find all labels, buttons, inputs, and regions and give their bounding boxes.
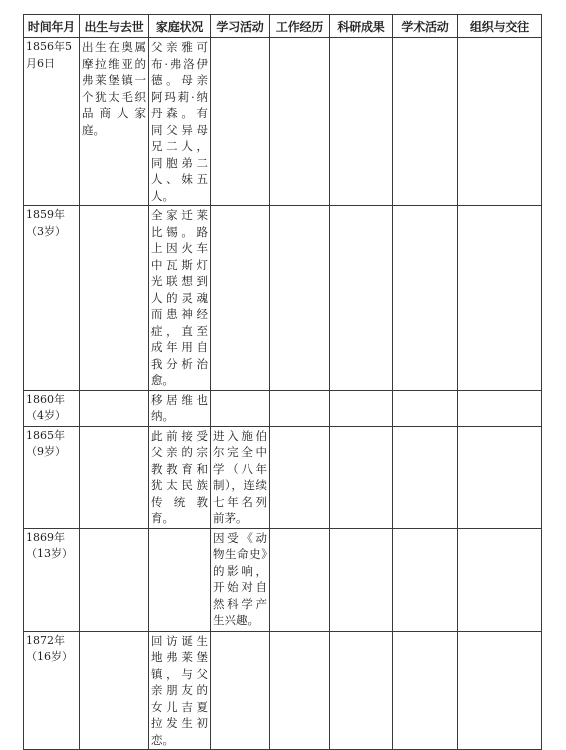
header-work: 工作经历	[270, 15, 330, 38]
cell-birth-death: 出生在奥属摩拉维亚的弗莱堡镇一个犹太毛织品商人家庭。	[80, 38, 149, 206]
cell-research	[330, 426, 393, 528]
table-row	[24, 528, 542, 631]
table-row	[24, 631, 542, 750]
header-organization: 组织与交往	[458, 15, 542, 38]
cell-research	[330, 528, 393, 631]
cell-academic	[393, 38, 458, 206]
cell-organization	[458, 528, 542, 631]
cell-birth-death	[80, 426, 149, 528]
cell-family: 全家迁莱比锡。路上因火车中瓦斯灯光联想到人的灵魂而患神经症，直至成年用自我分析治愈。	[149, 206, 211, 391]
header-study: 学习活动	[211, 15, 270, 38]
cell-birth-death	[80, 631, 149, 750]
table-row	[24, 426, 542, 528]
header-family: 家庭状况	[149, 15, 211, 38]
cell-academic	[393, 206, 458, 391]
cell-academic	[393, 390, 458, 426]
cell-study	[211, 206, 270, 391]
cell-family: 父亲雅可布·弗洛伊德。母亲阿玛莉·纳丹森。有同父异母兄二人，同胞弟二人、妹五人。	[149, 38, 211, 206]
cell-birth-death	[80, 390, 149, 426]
cell-family: 回访诞生地弗莱堡镇，与父亲朋友的女儿吉夏拉发生初恋。	[149, 631, 211, 750]
cell-academic	[393, 426, 458, 528]
cell-birth-death	[80, 528, 149, 631]
cell-family: 移居维也纳。	[149, 390, 211, 426]
cell-date: 1872年（16岁）	[24, 631, 80, 750]
table-row	[24, 206, 542, 391]
cell-birth-death	[80, 206, 149, 391]
cell-organization	[458, 631, 542, 750]
cell-research	[330, 631, 393, 750]
cell-organization	[458, 206, 542, 391]
cell-date: 1859年（3岁）	[24, 206, 80, 391]
cell-family	[149, 528, 211, 631]
cell-study	[211, 631, 270, 750]
header-birth-death: 出生与去世	[80, 15, 149, 38]
header-row	[24, 15, 542, 38]
cell-work	[270, 390, 330, 426]
cell-work	[270, 206, 330, 391]
cell-date: 1860年（4岁）	[24, 390, 80, 426]
header-date: 时间年月	[24, 15, 80, 38]
cell-research	[330, 206, 393, 391]
cell-organization	[458, 426, 542, 528]
cell-study: 因受《动物生命史》的影响，开始对自然科学产生兴趣。	[211, 528, 270, 631]
table-row	[24, 38, 542, 206]
cell-study: 进入施伯尔完全中学（八年制），连续七年名列前茅。	[211, 426, 270, 528]
cell-date: 1869年（13岁）	[24, 528, 80, 631]
cell-date: 1865年（9岁）	[24, 426, 80, 528]
header-academic: 学术活动	[393, 15, 458, 38]
cell-family: 此前接受父亲的宗教教育和犹太民族传统教育。	[149, 426, 211, 528]
cell-organization	[458, 38, 542, 206]
cell-study	[211, 38, 270, 206]
cell-academic	[393, 528, 458, 631]
cell-research	[330, 390, 393, 426]
table-row	[24, 390, 542, 426]
cell-work	[270, 631, 330, 750]
cell-date: 1856年5月6日	[24, 38, 80, 206]
header-research: 科研成果	[330, 15, 393, 38]
cell-research	[330, 38, 393, 206]
cell-organization	[458, 390, 542, 426]
cell-academic	[393, 631, 458, 750]
cell-study	[211, 390, 270, 426]
cell-work	[270, 426, 330, 528]
chronology-table	[23, 14, 542, 750]
cell-work	[270, 38, 330, 206]
cell-work	[270, 528, 330, 631]
